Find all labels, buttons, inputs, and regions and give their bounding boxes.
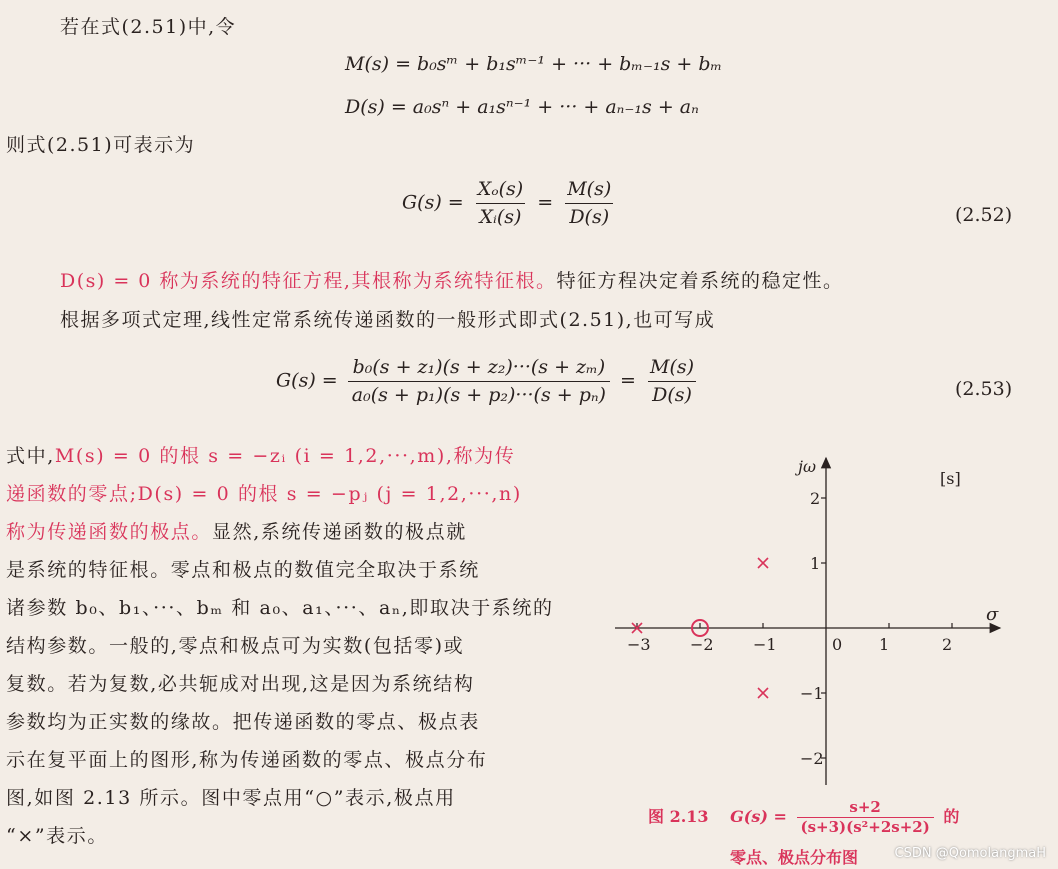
eq252-den2: D(s) bbox=[565, 203, 613, 227]
x-tick-label: 1 bbox=[879, 635, 890, 654]
paragraph-1 bbox=[60, 272, 844, 291]
pole-marker bbox=[758, 558, 768, 568]
caption-line-2: 零点、极点分布图 bbox=[730, 848, 859, 867]
body-line-1b: M(s) = 0 的根 s = −zᵢ (i = 1,2,···,m),称为传 bbox=[54, 445, 516, 467]
eq253-num2: M(s) bbox=[650, 356, 695, 378]
caption-suffix: 的 bbox=[943, 807, 960, 826]
eq252-frac1 bbox=[474, 180, 527, 227]
eq252-num1: Xₒ(s) bbox=[477, 178, 524, 200]
x-tick-label: −3 bbox=[627, 635, 651, 654]
eq252-den1: Xᵢ(s) bbox=[476, 203, 526, 227]
y-tick-label: 2 bbox=[810, 489, 821, 508]
x-tick-label: 0 bbox=[832, 635, 843, 654]
pole-zero-plot bbox=[610, 450, 1030, 795]
intro-text: 若在式(2.51)中,令 bbox=[60, 16, 237, 38]
x-tick-label: −2 bbox=[690, 635, 714, 654]
eq253-num1: b₀(s + z₁)(s + z₂)···(s + zₘ) bbox=[352, 356, 606, 378]
y-tick-label: −1 bbox=[800, 684, 824, 703]
body-line-1 bbox=[6, 447, 515, 466]
eq252-frac2 bbox=[563, 180, 615, 227]
body-line-8: 参数均为正实数的缘故。把传递函数的零点、极点表 bbox=[6, 711, 480, 733]
watermark: CSDN @QomolangmaH bbox=[894, 846, 1046, 861]
y-tick-label: 1 bbox=[810, 554, 821, 573]
pole-marker bbox=[758, 688, 768, 698]
y-axis-label: jω bbox=[798, 457, 817, 476]
eq252-equals: = bbox=[537, 191, 554, 214]
body-line-9: 示在复平面上的图形,称为传递函数的零点、极点分布 bbox=[6, 749, 488, 771]
eq253-lhs: G(s) = bbox=[276, 369, 338, 392]
eq253-frac1 bbox=[348, 358, 610, 405]
body-line-7: 复数。若为复数,必共轭成对出现,这是因为系统结构 bbox=[6, 673, 475, 695]
equation-2-52 bbox=[402, 180, 619, 227]
equation-D: D(s) = a₀sⁿ + a₁sⁿ⁻¹ + ··· + aₙ₋₁s + aₙ bbox=[345, 96, 699, 118]
then-text: 则式(2.51)可表示为 bbox=[6, 134, 196, 156]
body-line-4: 是系统的特征根。零点和极点的数值完全取决于系统 bbox=[6, 559, 480, 581]
highlight-char-equation: D(s) = 0 称为系统的特征方程,其根称为系统特征根。 bbox=[60, 270, 557, 292]
body-line-3 bbox=[6, 523, 467, 542]
body-line-3a: 称为传递函数的极点。 bbox=[6, 521, 213, 543]
body-line-3b: 显然,系统传递函数的极点就 bbox=[212, 521, 467, 543]
eq253-den1: a₀(s + p₁)(s + p₂)···(s + pₙ) bbox=[348, 381, 610, 405]
equation-number-2-52: (2.52) bbox=[955, 204, 1013, 226]
body-line-2: 递函数的零点;D(s) = 0 的根 s = −pⱼ (j = 1,2,···,n) bbox=[6, 483, 522, 505]
body-line-1a: 式中, bbox=[6, 445, 55, 467]
eq253-frac2 bbox=[646, 358, 698, 405]
caption-fraction bbox=[797, 800, 934, 835]
body-line-5: 诸参数 b₀、b₁、···、bₘ 和 a₀、a₁、···、aₙ,即取决于系统的 bbox=[6, 597, 554, 619]
equation-M: M(s) = b₀sᵐ + b₁sᵐ⁻¹ + ··· + bₘ₋₁s + bₘ bbox=[345, 53, 723, 75]
caption-num: s+2 bbox=[849, 798, 881, 816]
eq253-equals: = bbox=[620, 369, 636, 392]
y-tick-label: −2 bbox=[800, 749, 824, 768]
figure-caption bbox=[648, 800, 959, 835]
paragraph-1-rest: 特征方程决定着系统的稳定性。 bbox=[556, 270, 844, 292]
body-line-6: 结构参数。一般的,零点和极点可为实数(包括零)或 bbox=[6, 635, 465, 657]
x-tick-label: 2 bbox=[942, 635, 953, 654]
eq252-lhs: G(s) = bbox=[402, 191, 464, 214]
eq253-den2: D(s) bbox=[648, 381, 696, 405]
equation-number-2-53: (2.53) bbox=[955, 378, 1013, 400]
paragraph-2: 根据多项式定理,线性定常系统传递函数的一般形式即式(2.51),也可写成 bbox=[60, 309, 716, 331]
x-axis-label: σ bbox=[986, 604, 999, 625]
caption-den: (s+3)(s²+2s+2) bbox=[797, 817, 934, 835]
x-tick-label: −1 bbox=[753, 635, 777, 654]
caption-g: G(s) = bbox=[730, 807, 787, 826]
plane-label: [s] bbox=[940, 469, 961, 488]
body-line-10: 图,如图 2.13 所示。图中零点用“○”表示,极点用 bbox=[6, 787, 456, 809]
caption-fig-number: 图 2.13 bbox=[648, 807, 709, 826]
body-line-11: “×”表示。 bbox=[6, 825, 108, 847]
eq252-num2: M(s) bbox=[567, 178, 612, 200]
equation-2-53 bbox=[276, 358, 702, 405]
